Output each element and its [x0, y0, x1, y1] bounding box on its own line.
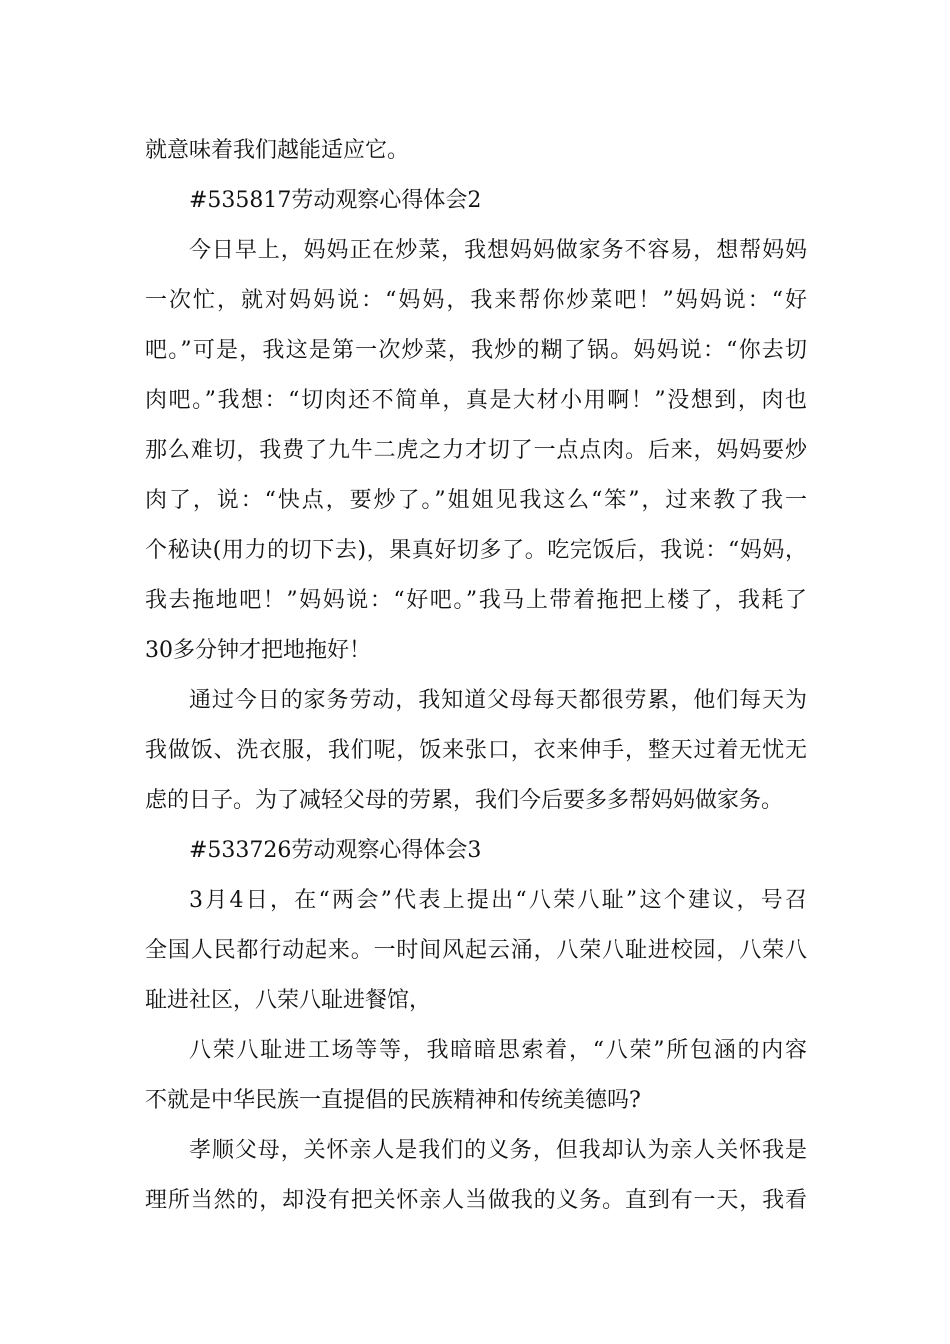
paragraph-line: 全国人民都行动起来。一时间风起云涌，八荣八耻进校园，八荣八	[145, 938, 807, 963]
paragraph-line: 肉吧。”我想：“切肉还不简单，真是大材小用啊！”没想到，肉也	[145, 388, 807, 413]
section-heading-2: #535817劳动观察心得体会2	[189, 188, 482, 213]
paragraph-line: 30多分钟才把地拖好！	[145, 638, 371, 663]
paragraph-line: 今日早上，妈妈正在炒菜，我想妈妈做家务不容易，想帮妈妈	[189, 238, 807, 263]
paragraph-line: 吧。”可是，我这是第一次炒菜，我炒的糊了锅。妈妈说：“你去切	[145, 338, 807, 363]
paragraph-line: 我做饭、洗衣服，我们呢，饭来张口，衣来伸手，整天过着无忧无	[145, 738, 807, 763]
paragraph-line: 一次忙，就对妈妈说：“妈妈，我来帮你炒菜吧！”妈妈说：“好	[145, 288, 807, 313]
paragraph-line: 就意味着我们越能适应它。	[145, 138, 410, 163]
paragraph-line: 3月4日，在“两会”代表上提出“八荣八耻”这个建议，号召	[189, 888, 807, 913]
paragraph-line: 个秘诀(用力的切下去)，果真好切多了。吃完饭后，我说：“妈妈，	[145, 538, 807, 563]
paragraph-line: 不就是中华民族一直提倡的民族精神和传统美德吗?	[145, 1088, 641, 1113]
paragraph-line: 理所当然的，却没有把关怀亲人当做我的义务。直到有一天，我看	[145, 1188, 807, 1213]
paragraph-line: 通过今日的家务劳动，我知道父母每天都很劳累，他们每天为	[189, 688, 807, 713]
paragraph-line: 孝顺父母，关怀亲人是我们的义务，但我却认为亲人关怀我是	[189, 1138, 807, 1163]
paragraph-line: 肉了，说：“快点，要炒了。”姐姐见我这么“笨”，过来教了我一	[145, 488, 807, 513]
paragraph-line: 八荣八耻进工场等等，我暗暗思索着，“八荣”所包涵的内容	[189, 1038, 807, 1063]
section-heading-3: #533726劳动观察心得体会3	[189, 838, 482, 863]
paragraph-line: 我去拖地吧！”妈妈说：“好吧。”我马上带着拖把上楼了，我耗了	[145, 588, 807, 613]
paragraph-line: 耻进社区，八荣八耻进餐馆，	[145, 988, 432, 1013]
paragraph-line: 虑的日子。为了减轻父母的劳累，我们今后要多多帮妈妈做家务。	[145, 788, 784, 813]
paragraph-line: 那么难切，我费了九牛二虎之力才切了一点点肉。后来，妈妈要炒	[145, 438, 807, 463]
